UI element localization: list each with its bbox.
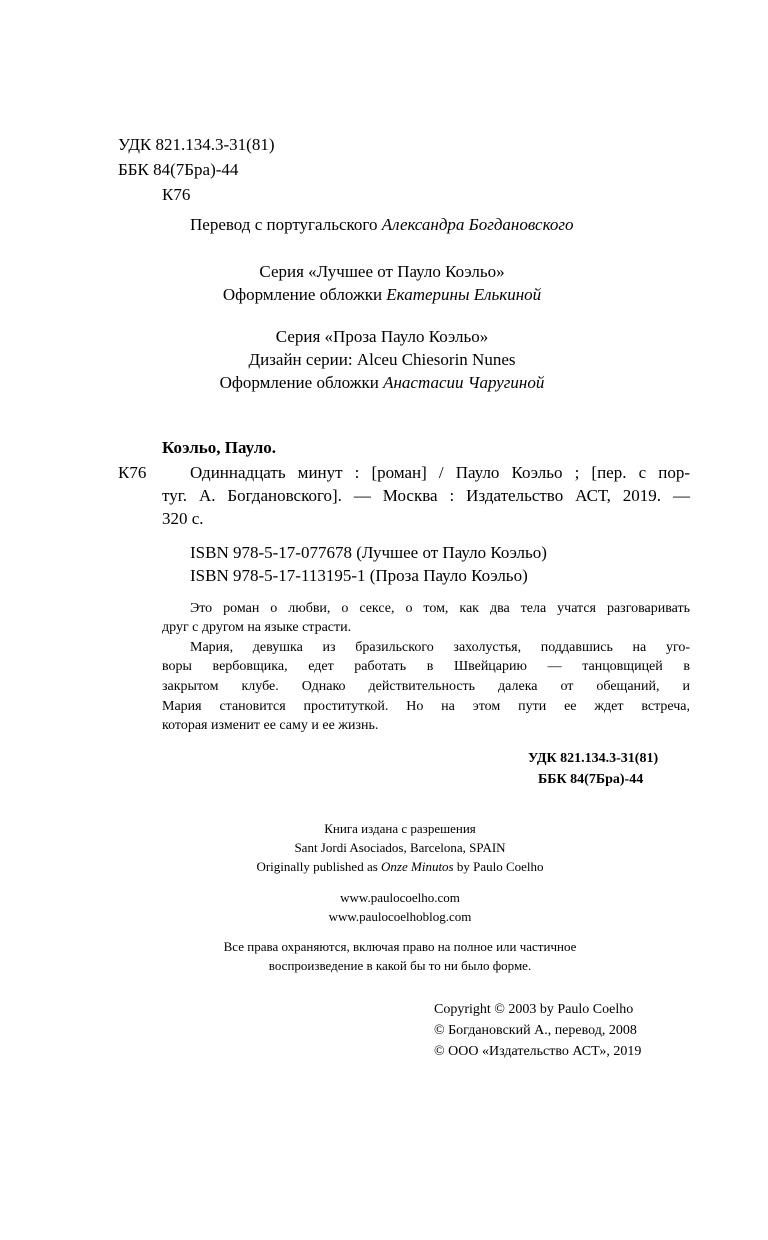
permission-prefix: Originally published as [256,859,382,874]
copyright-line-2: © Богдановский А., перевод, 2008 [434,1023,637,1038]
annotation-p1-line-2: друг с другом на языке страсти. [162,620,352,635]
original-title: Onze Minutos [381,859,454,874]
copyright-line-1: Copyright © 2003 by Paulo Coelho [434,1002,634,1017]
annotation-p1-line-1: Это роман о любви, о сексе, о том, как два тела учатся разговаривать [190,601,690,616]
series2-design: Дизайн серии: Alceu Chiesorin Nunes [248,350,516,369]
annotation-p2-line-1: Мария, девушка из бразильского захолустья, поддавшись на уго- [190,640,690,655]
permission-suffix: by Paulo Coelho [453,859,544,874]
series2-cover-designer: Анастасии Чаругиной [383,373,545,392]
series1-cover-designer: Екатерины Елькиной [386,285,542,304]
website-2: www.paulocoelhoblog.com [328,909,472,924]
series1-name: Серия «Лучшее от Пауло Коэльо» [259,262,505,281]
isbn-1: ISBN 978-5-17-077678 (Лучшее от Пауло Коэльо) [190,543,547,562]
bbk-code-bottom: ББК 84(7Бра)-44 [538,772,644,787]
catalog-code: К76 [118,463,147,482]
permission-line-3 [110,858,690,876]
isbn-2: ISBN 978-5-17-113195-1 (Проза Пауло Коэльо) [190,566,528,585]
permission-line-2: Sant Jordi Asociados, Barcelona, SPAIN [294,840,506,855]
translation-prefix: Перевод с португальского [190,215,382,234]
catalog-line-2: туг. А. Богдановского]. — Москва : Издательство АСТ, 2019. — [162,486,690,505]
series2-cover-prefix: Оформление обложки [219,373,384,392]
annotation-p2-line-2: воры вербовщика, едет работать в Швейцарию — танцовщицей в [162,659,690,674]
annotation-p2-line-4: Мария становится проституткой. Но на этом пути ее ждет встреча, [162,699,690,714]
udk-code: УДК 821.134.3-31(81) [118,135,275,154]
catalog-author: Коэльо, Пауло. [162,438,276,457]
annotation-p2-line-5: которая изменит ее саму и ее жизнь. [162,718,379,733]
copyright-line-3: © ООО «Издательство АСТ», 2019 [434,1044,642,1059]
catalog-line-3: 320 с. [162,509,204,528]
catalog-line-1: Одиннадцать минут : [роман] / Пауло Коэльо ; [пер. с пор- [190,463,690,482]
author-mark: К76 [162,185,191,204]
rights-line-2: воспроизведение в какой бы то ни было форме. [268,958,532,973]
website-1: www.paulocoelho.com [340,890,460,905]
series2-cover [110,372,654,394]
series1-cover-prefix: Оформление обложки [222,285,387,304]
series1-cover [110,284,654,306]
rights-line-1: Все права охраняются, включая право на полное или частичное [223,939,577,954]
translator-name: Александра Богдановского [381,215,574,234]
bbk-code: ББК 84(7Бра)-44 [118,160,239,179]
series2-name: Серия «Проза Пауло Коэльо» [275,327,489,346]
udk-code-bottom: УДК 821.134.3-31(81) [528,751,659,766]
translation-credit [190,214,574,236]
annotation-p2-line-3: закрытом клубе. Однако действительность далека от обещаний, и [162,679,690,694]
permission-line-1: Книга издана с разрешения [324,821,476,836]
